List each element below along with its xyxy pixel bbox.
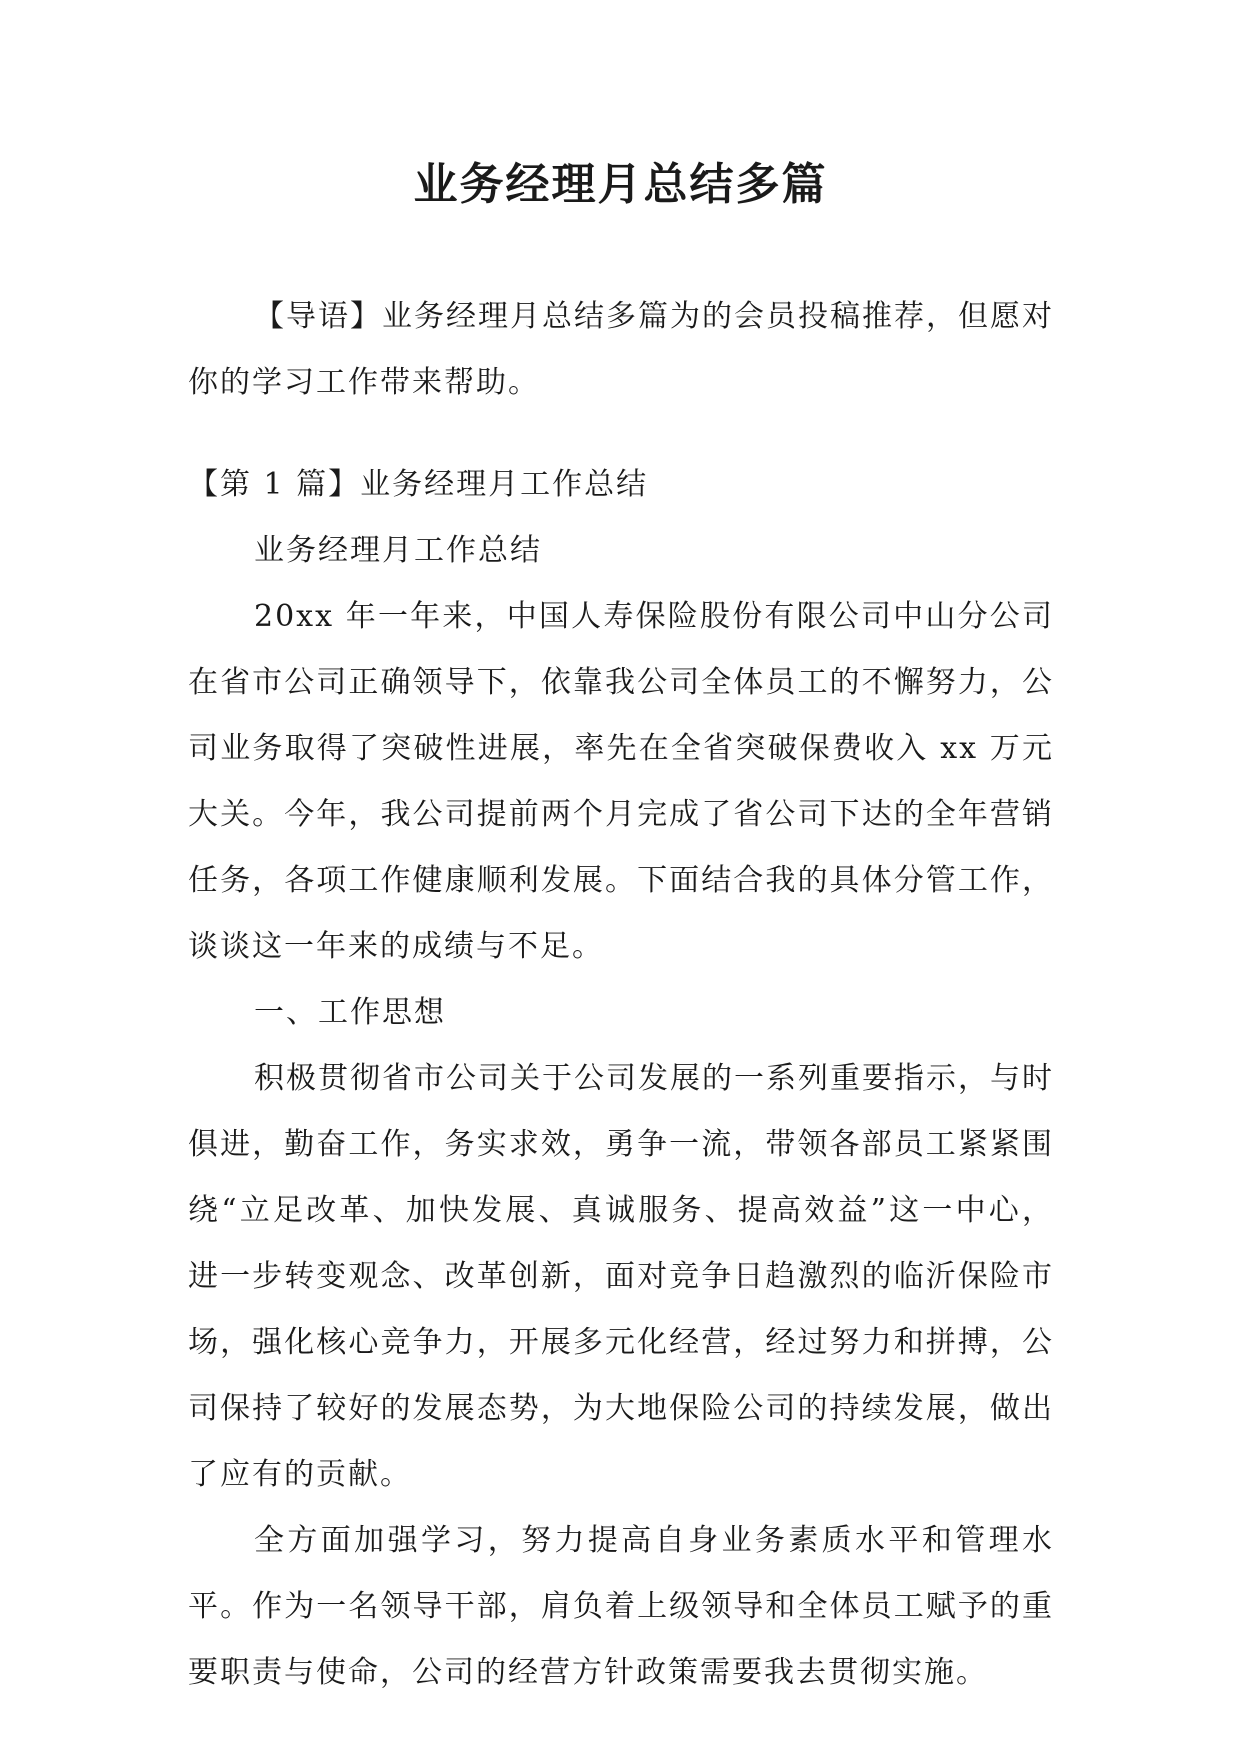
intro-paragraph: 【导语】业务经理月总结多篇为的会员投稿推荐，但愿对你的学习工作带来帮助。 (188, 299, 1054, 400)
document-title: 业务经理月总结多篇 (413, 159, 828, 210)
body-paragraph: 全方面加强学习，努力提高自身业务素质水平和管理水平。作为一名领导干部，肩负着上级领导和全体员工赋予的重要职责与使命，公司的经营方针政策需要我去贯彻实施。 (188, 1523, 1054, 1690)
body-paragraph: 积极贯彻省市公司关于公司发展的一系列重要指示，与时俱进，勤奋工作，务实求效，勇争一流，带领各部员工紧紧围绕“立足改革、加快发展、真诚服务、提高效益”这一中心，进一步转变观念、改革创新，面对竞争日趋激烈的临沂保险市场，强化核心竞争力，开展多元化经营，经过努力和拼搏，公司保持了较好的发展态势，为大地保险公司的持续发展，做出了应有的贡献。 (188, 1061, 1054, 1492)
article-subtitle: 业务经理月工作总结 (254, 533, 542, 568)
article-body (188, 452, 1054, 1706)
body-paragraph: 20xx 年一年来，中国人寿保险股份有限公司中山分公司在省市公司正确领导下，依靠我公司全体员工的不懈努力，公司业务取得了突破性进展，率先在全省突破保费收入 xx 万元大关。今年，我公司提前两个月完成了省公司下达的全年营销任务，各项工作健康顺利发展。下面结合我的具体分管工作，谈谈这一年来的成绩与不足。 (188, 599, 1054, 964)
intro-block (188, 284, 1054, 416)
section-heading-work-thought: 一、工作思想 (254, 995, 446, 1030)
section-heading: 【第 1 篇】业务经理月工作总结 (188, 467, 649, 502)
